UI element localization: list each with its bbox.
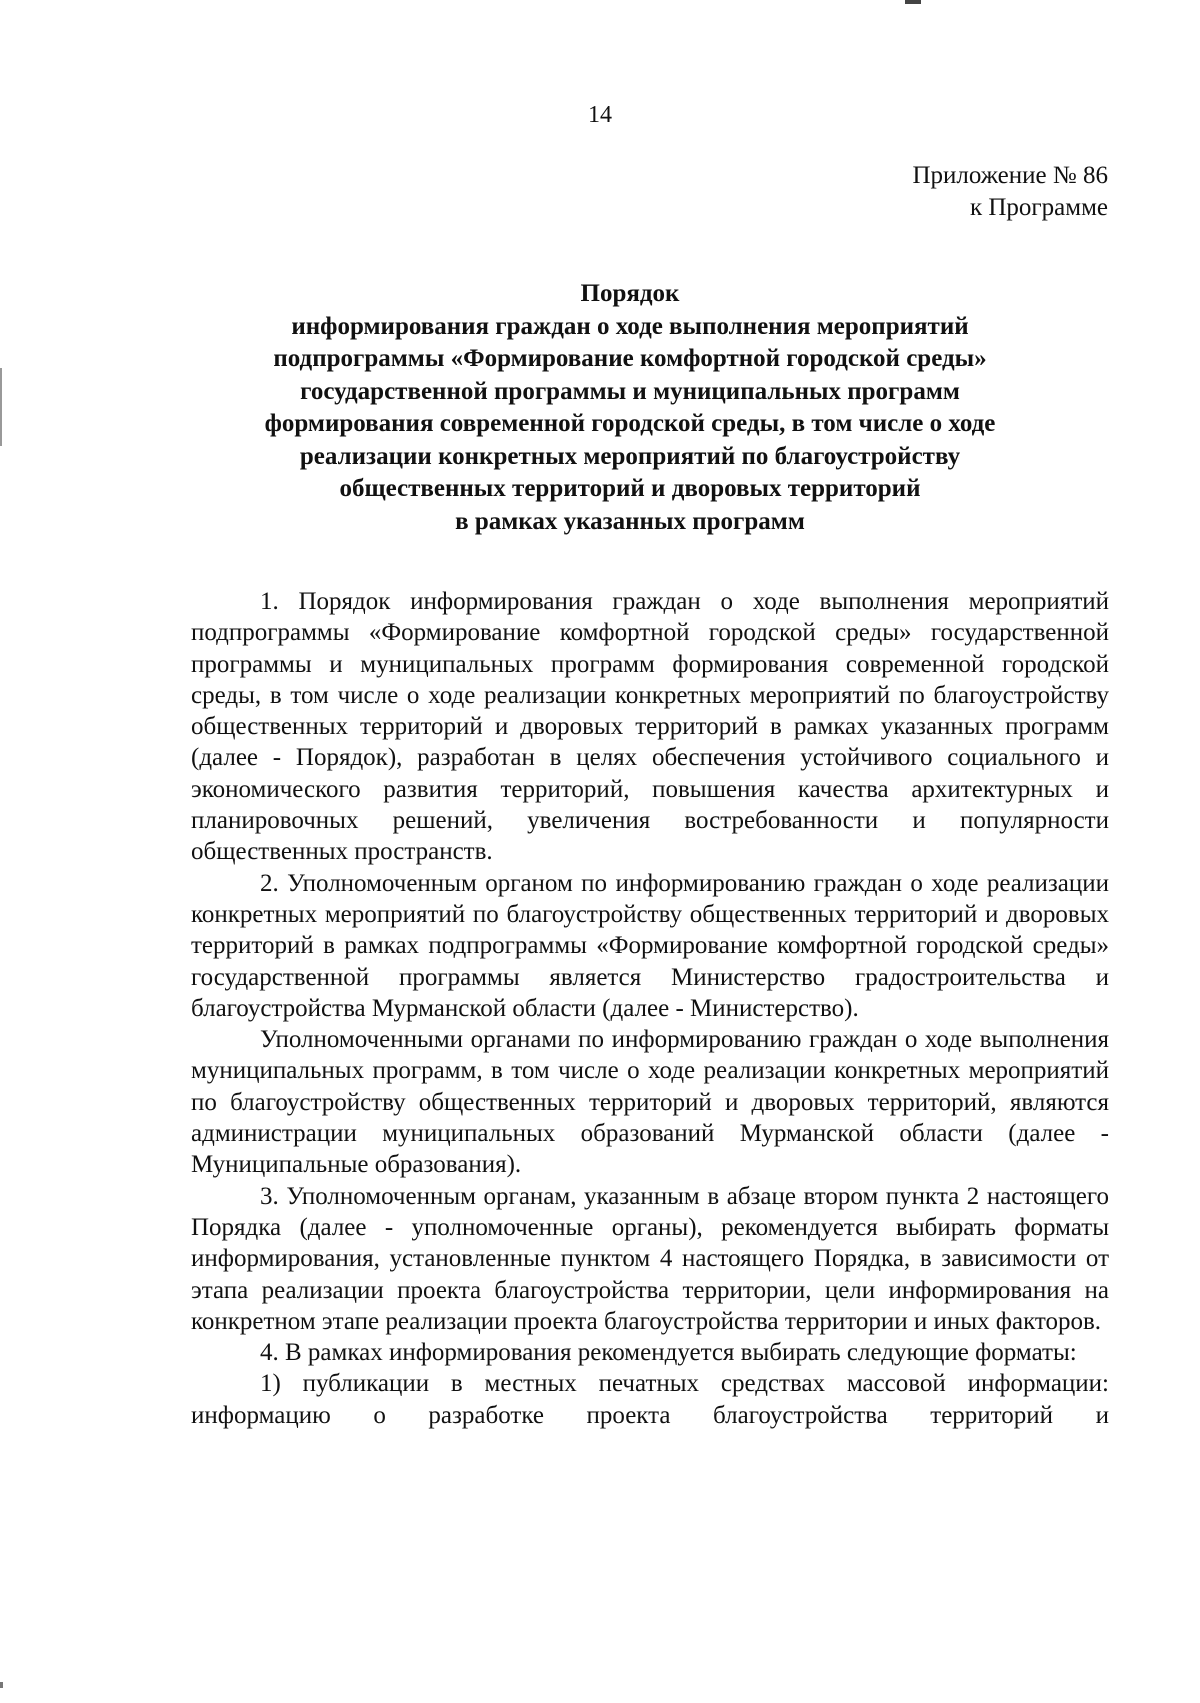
- paragraph-1: 1. Порядок информирования граждан о ходе выполнения мероприятий подпрограммы «Формирование комфортной городской среды» государственной программы и муниципальных программ формирования современной городской среды, в том числе о ходе реализации конкретных мероприятий по благоустройству общественных территорий и дворовых территорий в рамках указанных программ (далее - Порядок), разработан в целях обеспечения устойчивого социального и экономического развития территорий, повышения качества архитектурных и планировочных решений, увеличения востребованности и популярности общественных пространств.: [191, 588, 1109, 866]
- paragraph-4-item-1: 1) публикации в местных печатных средствах массовой информации: информацию о разработке проекта благоустройства территорий и: [191, 1370, 1109, 1429]
- title-line: формирования современной городской среды, в том числе о ходе: [264, 410, 996, 437]
- scan-artifact: [0, 368, 2, 446]
- scan-artifact: [0, 1682, 3, 1688]
- title-line: Порядок: [580, 280, 680, 307]
- paragraph-2-second-part: Уполномоченными органами по информированию граждан о ходе выполнения муниципальных программ, в том числе о ходе реализации конкретных мероприятий по благоустройству общественных территорий и дворовых территорий, являются администрации муниципальных образований Мурманской области (далее - Муниципальные образования).: [191, 1026, 1109, 1179]
- document-title: [180, 278, 1080, 538]
- title-line: общественных территорий и дворовых территорий: [339, 475, 921, 502]
- title-line: в рамках указанных программ: [455, 507, 805, 535]
- page-number: 14: [588, 102, 612, 128]
- title-line: информирования граждан о ходе выполнения мероприятий: [291, 312, 969, 340]
- paragraph-3: 3. Уполномоченным органам, указанным в абзаце втором пункта 2 настоящего Порядка (далее - уполномоченные органы), рекомендуется выбирать форматы информирования, установленные пунктом 4 настоящего Порядка, в зависимости от этапа реализации проекта благоустройства территории, цели информирования на конкретном этапе реализации проекта благоустройства территории и иных факторов.: [191, 1182, 1109, 1335]
- title-line: подпрограммы «Формирование комфортной городской среды»: [273, 345, 987, 372]
- document-body: [191, 586, 1109, 1431]
- appendix-reference: [912, 160, 1108, 224]
- appendix-number: Приложение № 86: [912, 162, 1108, 189]
- paragraph-4: 4. В рамках информирования рекомендуется выбирать следующие форматы:: [260, 1339, 1077, 1367]
- title-line: реализации конкретных мероприятий по благоустройству: [299, 442, 961, 470]
- scan-artifact: [905, 0, 921, 4]
- paragraph-2: 2. Уполномоченным органом по информированию граждан о ходе реализации конкретных мероприятий по благоустройству общественных территорий и дворовых территорий в рамках подпрограммы «Формирование комфортной городской среды» государственной программы является Министерство градостроительства и благоустройства Мурманской области (далее - Министерство).: [191, 869, 1109, 1022]
- title-line: государственной программы и муниципальных программ: [300, 377, 960, 405]
- appendix-program: к Программе: [969, 194, 1108, 221]
